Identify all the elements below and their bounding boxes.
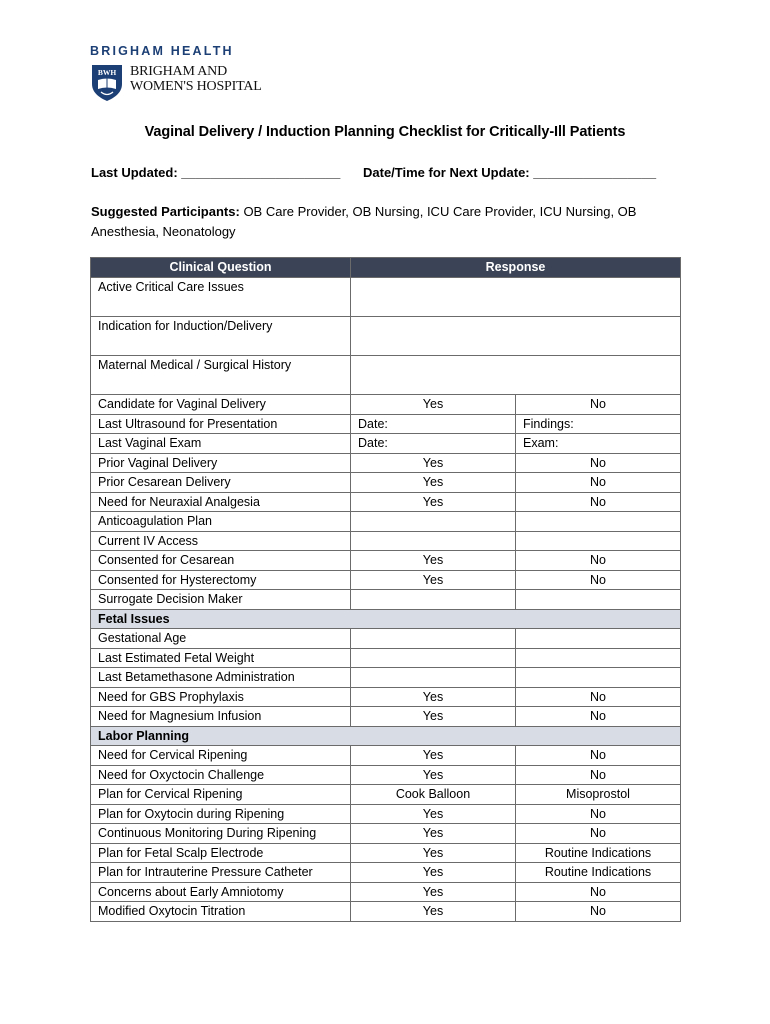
table-row <box>91 882 681 902</box>
response-option-a: Yes <box>351 687 516 707</box>
participants-list: OB Care Provider, OB Nursing, ICU Care Provider, ICU Nursing, OB Anesthesia, Neonatology <box>91 204 637 239</box>
question-cell: Need for Oxyctocin Challenge <box>91 765 351 785</box>
response-option-a: Yes <box>351 902 516 922</box>
response-option-a: Yes <box>351 804 516 824</box>
response-option-a <box>351 648 516 668</box>
response-option-a: Yes <box>351 882 516 902</box>
table-row <box>91 648 681 668</box>
header-clinical-question: Clinical Question <box>91 258 351 278</box>
table-row <box>91 531 681 551</box>
next-update-field: Date/Time for Next Update: _________________ <box>363 165 657 180</box>
response-option-a <box>351 668 516 688</box>
response-option-a: Yes <box>351 551 516 571</box>
hospital-name-line-1: BRIGHAM AND <box>130 64 227 79</box>
hospital-logo <box>90 44 330 106</box>
response-option-b: No <box>516 453 681 473</box>
response-option-b: No <box>516 492 681 512</box>
response-option-b <box>516 512 681 532</box>
response-option-a: Yes <box>351 395 516 415</box>
table-row <box>91 824 681 844</box>
question-cell: Prior Vaginal Delivery <box>91 453 351 473</box>
table-row <box>91 668 681 688</box>
table-row <box>91 687 681 707</box>
table-row <box>91 746 681 766</box>
table-row <box>91 804 681 824</box>
response-option-b: No <box>516 395 681 415</box>
response-option-b: No <box>516 882 681 902</box>
question-cell: Plan for Cervical Ripening <box>91 785 351 805</box>
table-row <box>91 317 681 356</box>
response-option-a <box>351 629 516 649</box>
response-option-a: Yes <box>351 570 516 590</box>
question-cell: Need for Neuraxial Analgesia <box>91 492 351 512</box>
response-option-b: No <box>516 824 681 844</box>
question-cell: Candidate for Vaginal Delivery <box>91 395 351 415</box>
response-option-b <box>516 668 681 688</box>
response-option-b: No <box>516 551 681 571</box>
table-row <box>91 356 681 395</box>
question-cell: Concerns about Early Amniotomy <box>91 882 351 902</box>
response-option-a: Date: <box>351 434 516 454</box>
shield-label: BWH <box>97 68 117 77</box>
table-row <box>91 863 681 883</box>
table-row <box>91 765 681 785</box>
response-option-b: No <box>516 746 681 766</box>
checklist-table <box>90 257 681 922</box>
table-row <box>91 843 681 863</box>
response-option-b: No <box>516 570 681 590</box>
table-row <box>91 570 681 590</box>
response-option-a <box>351 512 516 532</box>
participants-label: Suggested Participants: <box>91 204 240 219</box>
hospital-name-line-2: WOMEN'S HOSPITAL <box>130 79 262 94</box>
response-option-b: Misoprostol <box>516 785 681 805</box>
response-option-b <box>516 629 681 649</box>
table-row <box>91 512 681 532</box>
response-option-b: Findings: <box>516 414 681 434</box>
table-row <box>91 785 681 805</box>
response-option-a <box>351 531 516 551</box>
table-row <box>91 707 681 727</box>
table-row <box>91 278 681 317</box>
response-option-a: Yes <box>351 492 516 512</box>
section-labor-planning <box>91 726 681 746</box>
response-option-b: No <box>516 804 681 824</box>
response-option-a: Yes <box>351 824 516 844</box>
section-fetal-issues <box>91 609 681 629</box>
question-cell: Need for GBS Prophylaxis <box>91 687 351 707</box>
response-cell <box>351 278 681 317</box>
question-cell: Anticoagulation Plan <box>91 512 351 532</box>
response-cell <box>351 356 681 395</box>
table-row <box>91 492 681 512</box>
table-row <box>91 629 681 649</box>
response-option-a: Yes <box>351 765 516 785</box>
question-cell: Gestational Age <box>91 629 351 649</box>
question-cell: Need for Cervical Ripening <box>91 746 351 766</box>
response-cell <box>351 317 681 356</box>
response-option-a: Yes <box>351 473 516 493</box>
question-cell: Plan for Intrauterine Pressure Catheter <box>91 863 351 883</box>
response-option-b: No <box>516 707 681 727</box>
response-option-a <box>351 590 516 610</box>
table-header-row <box>91 258 681 278</box>
shield-icon <box>91 64 123 102</box>
response-option-a: Yes <box>351 843 516 863</box>
response-option-b: No <box>516 687 681 707</box>
question-cell: Active Critical Care Issues <box>91 278 351 317</box>
header-response: Response <box>351 258 681 278</box>
response-option-b: No <box>516 473 681 493</box>
response-option-b: Routine Indications <box>516 863 681 883</box>
suggested-participants <box>91 202 671 242</box>
question-cell: Surrogate Decision Maker <box>91 590 351 610</box>
table-row <box>91 434 681 454</box>
response-option-b <box>516 590 681 610</box>
question-cell: Maternal Medical / Surgical History <box>91 356 351 395</box>
question-cell: Need for Magnesium Infusion <box>91 707 351 727</box>
table-row <box>91 551 681 571</box>
response-option-a: Yes <box>351 707 516 727</box>
response-option-b <box>516 648 681 668</box>
response-option-a: Yes <box>351 453 516 473</box>
question-cell: Current IV Access <box>91 531 351 551</box>
response-option-b: No <box>516 902 681 922</box>
table-row <box>91 453 681 473</box>
table-row <box>91 902 681 922</box>
checklist-body <box>91 278 681 922</box>
section-title: Labor Planning <box>91 726 681 746</box>
table-row <box>91 590 681 610</box>
question-cell: Plan for Fetal Scalp Electrode <box>91 843 351 863</box>
response-option-b: Exam: <box>516 434 681 454</box>
question-cell: Modified Oxytocin Titration <box>91 902 351 922</box>
response-option-a: Yes <box>351 746 516 766</box>
table-row <box>91 473 681 493</box>
question-cell: Last Ultrasound for Presentation <box>91 414 351 434</box>
response-option-a: Date: <box>351 414 516 434</box>
last-updated-field: Last Updated: ______________________ <box>91 165 341 180</box>
document-title: Vaginal Delivery / Induction Planning Checklist for Critically-Ill Patients <box>144 124 626 140</box>
question-cell: Continuous Monitoring During Ripening <box>91 824 351 844</box>
org-name: BRIGHAM HEALTH <box>90 44 234 58</box>
response-option-b: No <box>516 765 681 785</box>
response-option-b: Routine Indications <box>516 843 681 863</box>
question-cell: Prior Cesarean Delivery <box>91 473 351 493</box>
section-title: Fetal Issues <box>91 609 681 629</box>
question-cell: Last Estimated Fetal Weight <box>91 648 351 668</box>
table-row <box>91 395 681 415</box>
response-option-b <box>516 531 681 551</box>
question-cell: Last Vaginal Exam <box>91 434 351 454</box>
question-cell: Last Betamethasone Administration <box>91 668 351 688</box>
response-option-a: Yes <box>351 863 516 883</box>
question-cell: Consented for Cesarean <box>91 551 351 571</box>
response-option-a: Cook Balloon <box>351 785 516 805</box>
table-row <box>91 414 681 434</box>
question-cell: Consented for Hysterectomy <box>91 570 351 590</box>
question-cell: Plan for Oxytocin during Ripening <box>91 804 351 824</box>
question-cell: Indication for Induction/Delivery <box>91 317 351 356</box>
